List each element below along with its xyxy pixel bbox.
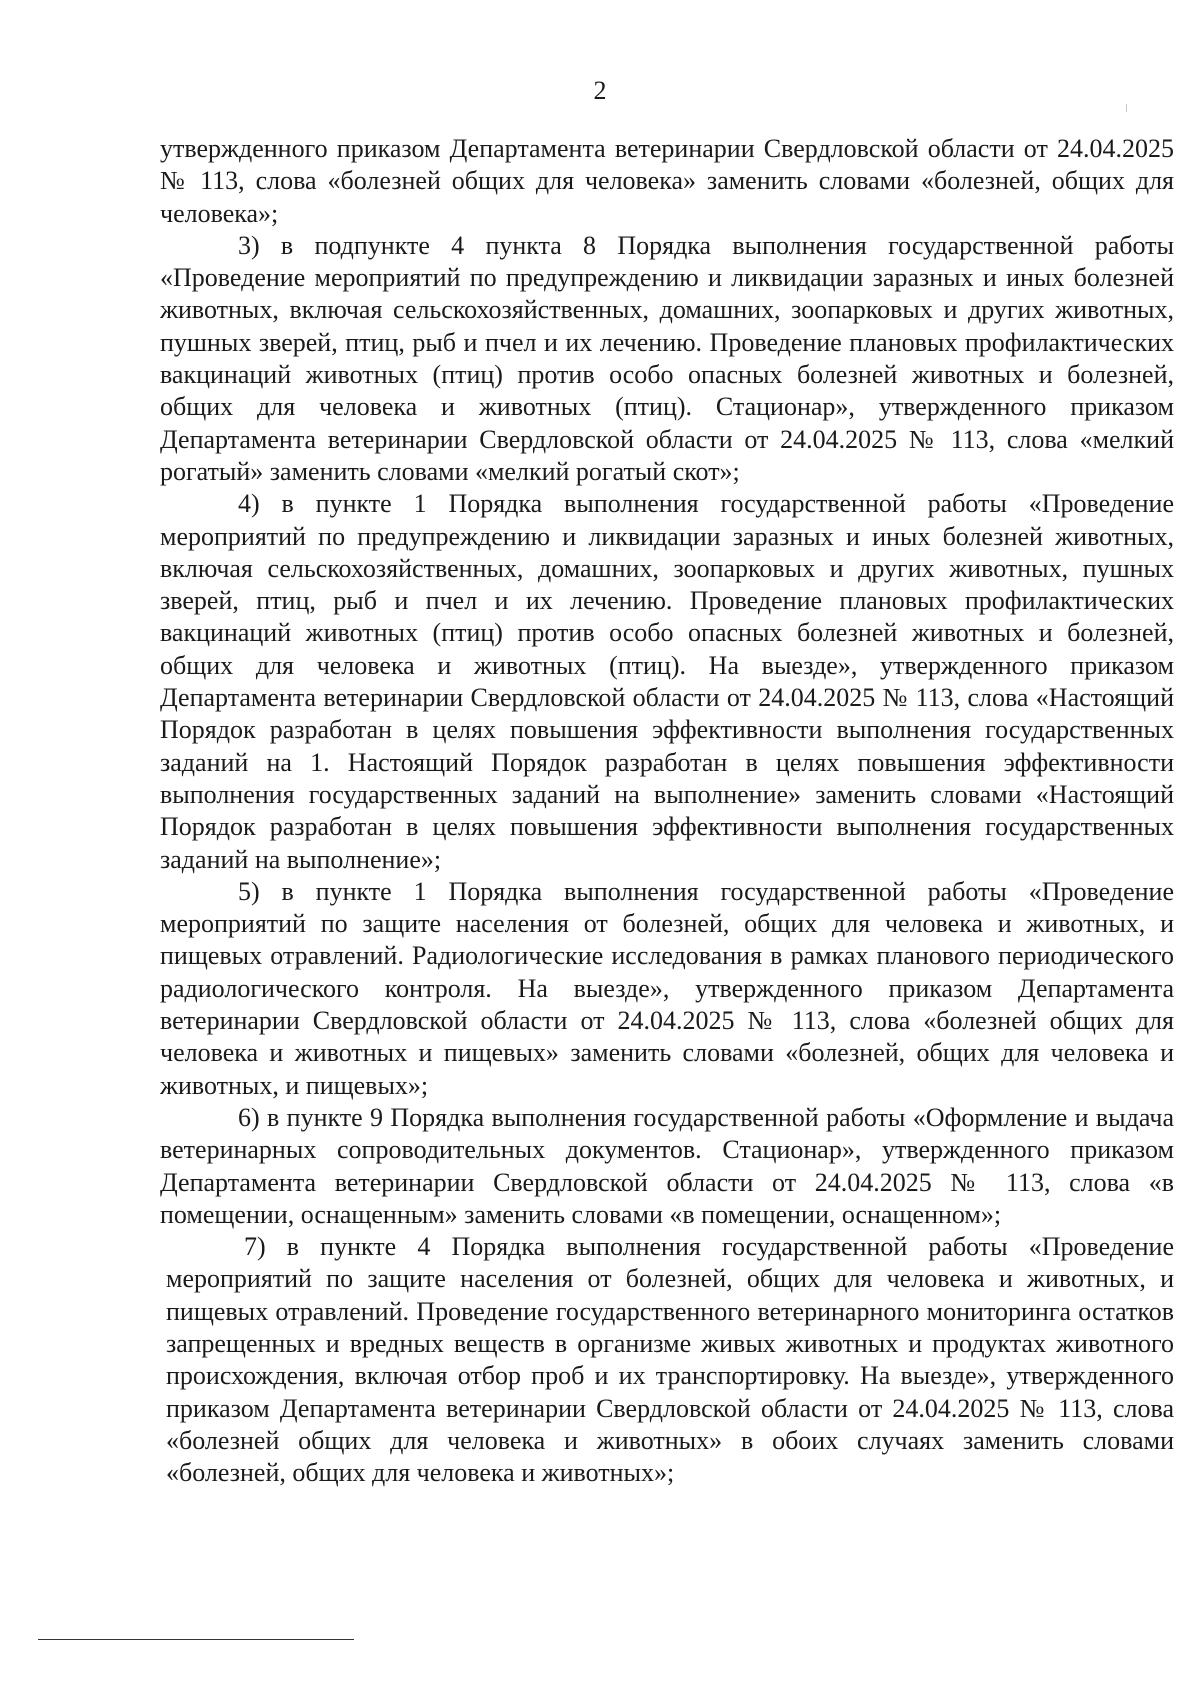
page-number: 2 xyxy=(593,76,607,105)
scan-speck xyxy=(1126,104,1127,112)
paragraph-item-5: 5) в пункте 1 Порядка выполнения государственной работы «Проведение мероприятий по защите населения от болезней, общих для человека и животных, и пищевых отравлений. Радиологические исследования в рамках планового периодического радиологического контроля. На выезде», утвержденного приказом Департамента ветеринарии Свердловской области от 24.04.2025 № 113, слова «болезней общих для человека и животных и пищевых» заменить словами «болезней, общих для человека и животных, и пищевых»; xyxy=(160,876,1174,1100)
paragraph-item-6: 6) в пункте 9 Порядка выполнения государственной работы «Оформление и выдача ветеринарных сопроводительных документов. Стационар», утвержденного приказом Департамента ветеринарии Свердловской области от 24.04.2025 № 113, слова «в помещении, оснащенным» заменить словами «в помещении, оснащенном»; xyxy=(160,1102,1174,1229)
paragraph-item-3: 3) в подпункте 4 пункта 8 Порядка выполнения государственной работы «Проведение мероприятий по предупреждению и ликвидации заразных и иных болезней животных, включая сельскохозяйственных, домашних, зоопарковых и других животных, пушных зверей, птиц, рыб и пчел и их лечению. Проведение плановых профилактических вакцинаций животных (птиц) против особо опасных болезней животных и болезней, общих для человека и животных (птиц). Стационар», утвержденного приказом Департамента ветеринарии Свердловской области от 24.04.2025 № 113, слова «мелкий рогатый» заменить словами «мелкий рогатый скот»; xyxy=(160,230,1174,486)
paragraph-item-7: 7) в пункте 4 Порядка выполнения государственной работы «Проведение мероприятий по защите населения от болезней, общих для человека и животных, и пищевых отравлений. Проведение государственного ветеринарного мониторинга остатков запрещенных и вредных веществ в организме живых животных и продуктах животного происхождения, включая отбор проб и их транспортировку. На выезде», утвержденного приказом Департамента ветеринарии Свердловской области от 24.04.2025 № 113, слова «болезней общих для человека и животных» в обоих случаях заменить словами «болезней, общих для человека и животных»; xyxy=(166,1232,1174,1488)
footer-rule xyxy=(38,1639,354,1640)
document-body xyxy=(160,133,1174,1489)
paragraph-item-4: 4) в пункте 1 Порядка выполнения государственной работы «Проведение мероприятий по предупреждению и ликвидации заразных и иных болезней животных, включая сельскохозяйственных, домашних, зоопарковых и других животных, пушных зверей, птиц, рыб и пчел и их лечению. Проведение плановых профилактических вакцинаций животных (птиц) против особо опасных болезней животных и болезней, общих для человека и животных (птиц). На выезде», утвержденного приказом Департамента ветеринарии Свердловской области от 24.04.2025 № 113, слова «Настоящий Порядок разработан в целях повышения эффективности выполнения государственных заданий на 1. Настоящий Порядок разработан в целях повышения эффективности выполнения государственных заданий на выполнение» заменить словами «Настоящий Порядок разработан в целях повышения эффективности выполнения государственных заданий на выполнение»; xyxy=(160,489,1174,874)
paragraph-continuation: утвержденного приказом Департамента ветеринарии Свердловской области от 24.04.2025 № 113, слова «болезней общих для человека» заменить словами «болезней, общих для человека»; xyxy=(160,134,1174,228)
